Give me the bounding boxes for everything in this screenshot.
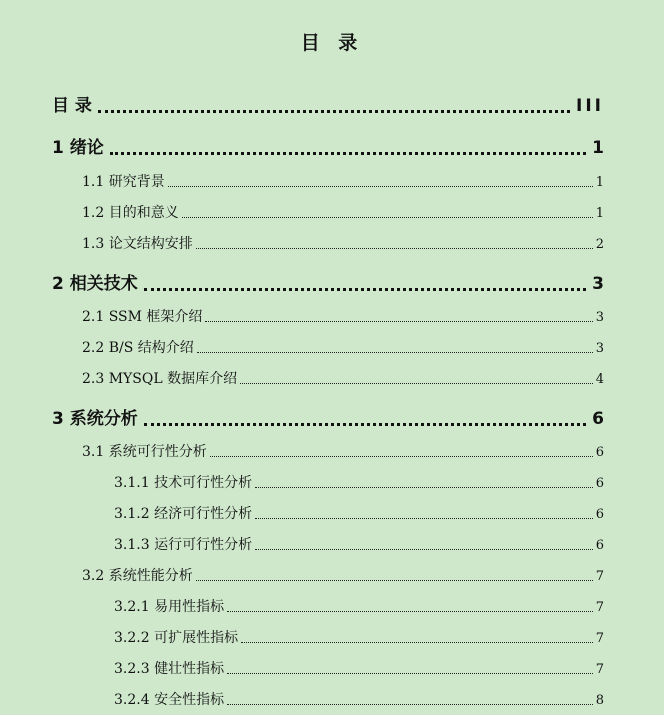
toc-entry[interactable]	[114, 503, 604, 523]
toc-entry-label: 1.1 研究背景	[82, 174, 165, 190]
toc-entry-label: 1.3 论文结构安排	[82, 236, 193, 252]
toc-entry-page: 7	[595, 631, 604, 646]
toc-entry[interactable]	[114, 658, 604, 678]
toc-entry-label: 目 录	[52, 96, 92, 116]
toc-entry-label: 3.2.1 易用性指标	[114, 599, 225, 615]
dot-leader	[227, 672, 593, 674]
toc-entry-page: 1	[595, 175, 604, 190]
dot-leader	[197, 351, 593, 353]
toc-entry-page: 1	[595, 206, 604, 221]
toc-entry-page: 4	[595, 372, 604, 387]
toc-entry[interactable]	[114, 627, 604, 647]
toc-entry-page: 7	[595, 600, 604, 615]
toc-entry-page: 8	[595, 693, 604, 708]
toc-entry[interactable]	[82, 171, 604, 191]
dot-leader	[98, 109, 570, 113]
toc-entry-label: 2 相关技术	[52, 274, 138, 294]
toc-entry-page: 6	[595, 538, 604, 553]
toc-entry-page: 7	[595, 662, 604, 677]
toc-entry-label: 2.2 B/S 结构介绍	[82, 340, 194, 356]
dot-leader	[241, 641, 593, 643]
toc-entry-label: 1.2 目的和意义	[82, 205, 179, 221]
page-title: 目 录	[300, 32, 364, 54]
dot-leader	[205, 320, 592, 322]
toc-entry-page: 6	[595, 476, 604, 491]
toc-entry[interactable]	[114, 689, 604, 709]
toc-entry-page: 6	[592, 409, 604, 429]
toc-entry-page: 1	[592, 138, 604, 158]
dot-leader	[255, 548, 593, 550]
dot-leader	[210, 455, 593, 457]
dot-leader	[227, 610, 593, 612]
dot-leader	[255, 486, 593, 488]
toc-entry[interactable]	[82, 202, 604, 222]
toc-entry[interactable]	[114, 472, 604, 492]
toc-entry[interactable]	[52, 404, 604, 429]
dot-leader	[196, 579, 593, 581]
toc-entry-label: 3.1.3 运行可行性分析	[114, 537, 253, 553]
toc-entry-page: 6	[595, 507, 604, 522]
toc-entry[interactable]	[52, 269, 604, 294]
toc-entry-label: 3.2 系统性能分析	[82, 568, 193, 584]
toc-entry-label: 3.1.1 技术可行性分析	[114, 475, 253, 491]
toc-entry[interactable]	[82, 233, 604, 253]
toc-entry[interactable]	[114, 596, 604, 616]
toc-entry-label: 3.1 系统可行性分析	[82, 444, 207, 460]
toc-entry-label: 1 绪论	[52, 138, 104, 158]
dot-leader	[196, 247, 593, 249]
toc-entry[interactable]	[82, 368, 604, 388]
dot-leader	[240, 382, 593, 384]
toc-entry-label: 3 系统分析	[52, 409, 138, 429]
toc-entry-page: III	[576, 96, 604, 116]
dot-leader	[144, 287, 586, 291]
toc-entry-page: 3	[592, 274, 604, 294]
dot-leader	[227, 703, 593, 705]
toc-entry-page: 2	[595, 237, 604, 252]
toc-entry[interactable]	[52, 133, 604, 158]
dot-leader	[255, 517, 593, 519]
toc-entry[interactable]	[82, 441, 604, 461]
toc-entry-page: 3	[595, 310, 604, 325]
dot-leader	[144, 422, 586, 426]
toc-entry-page: 3	[595, 341, 604, 356]
toc-entry[interactable]	[52, 91, 604, 116]
toc-entry[interactable]	[82, 565, 604, 585]
toc-entry-label: 3.2.2 可扩展性指标	[114, 630, 239, 646]
toc-entry-label: 3.2.4 安全性指标	[114, 692, 225, 708]
toc-entry-page: 6	[595, 445, 604, 460]
toc-entry-label: 2.3 MYSQL 数据库介绍	[82, 371, 238, 387]
toc-entry[interactable]	[82, 337, 604, 357]
dot-leader	[110, 151, 586, 155]
toc-entry-label: 2.1 SSM 框架介绍	[82, 309, 203, 325]
toc-entry[interactable]	[114, 534, 604, 554]
dot-leader	[182, 216, 593, 218]
toc-entry-page: 7	[595, 569, 604, 584]
toc-entry-label: 3.2.3 健壮性指标	[114, 661, 225, 677]
dot-leader	[168, 185, 593, 187]
toc-entry-label: 3.1.2 经济可行性分析	[114, 506, 253, 522]
toc-entry[interactable]	[82, 306, 604, 326]
